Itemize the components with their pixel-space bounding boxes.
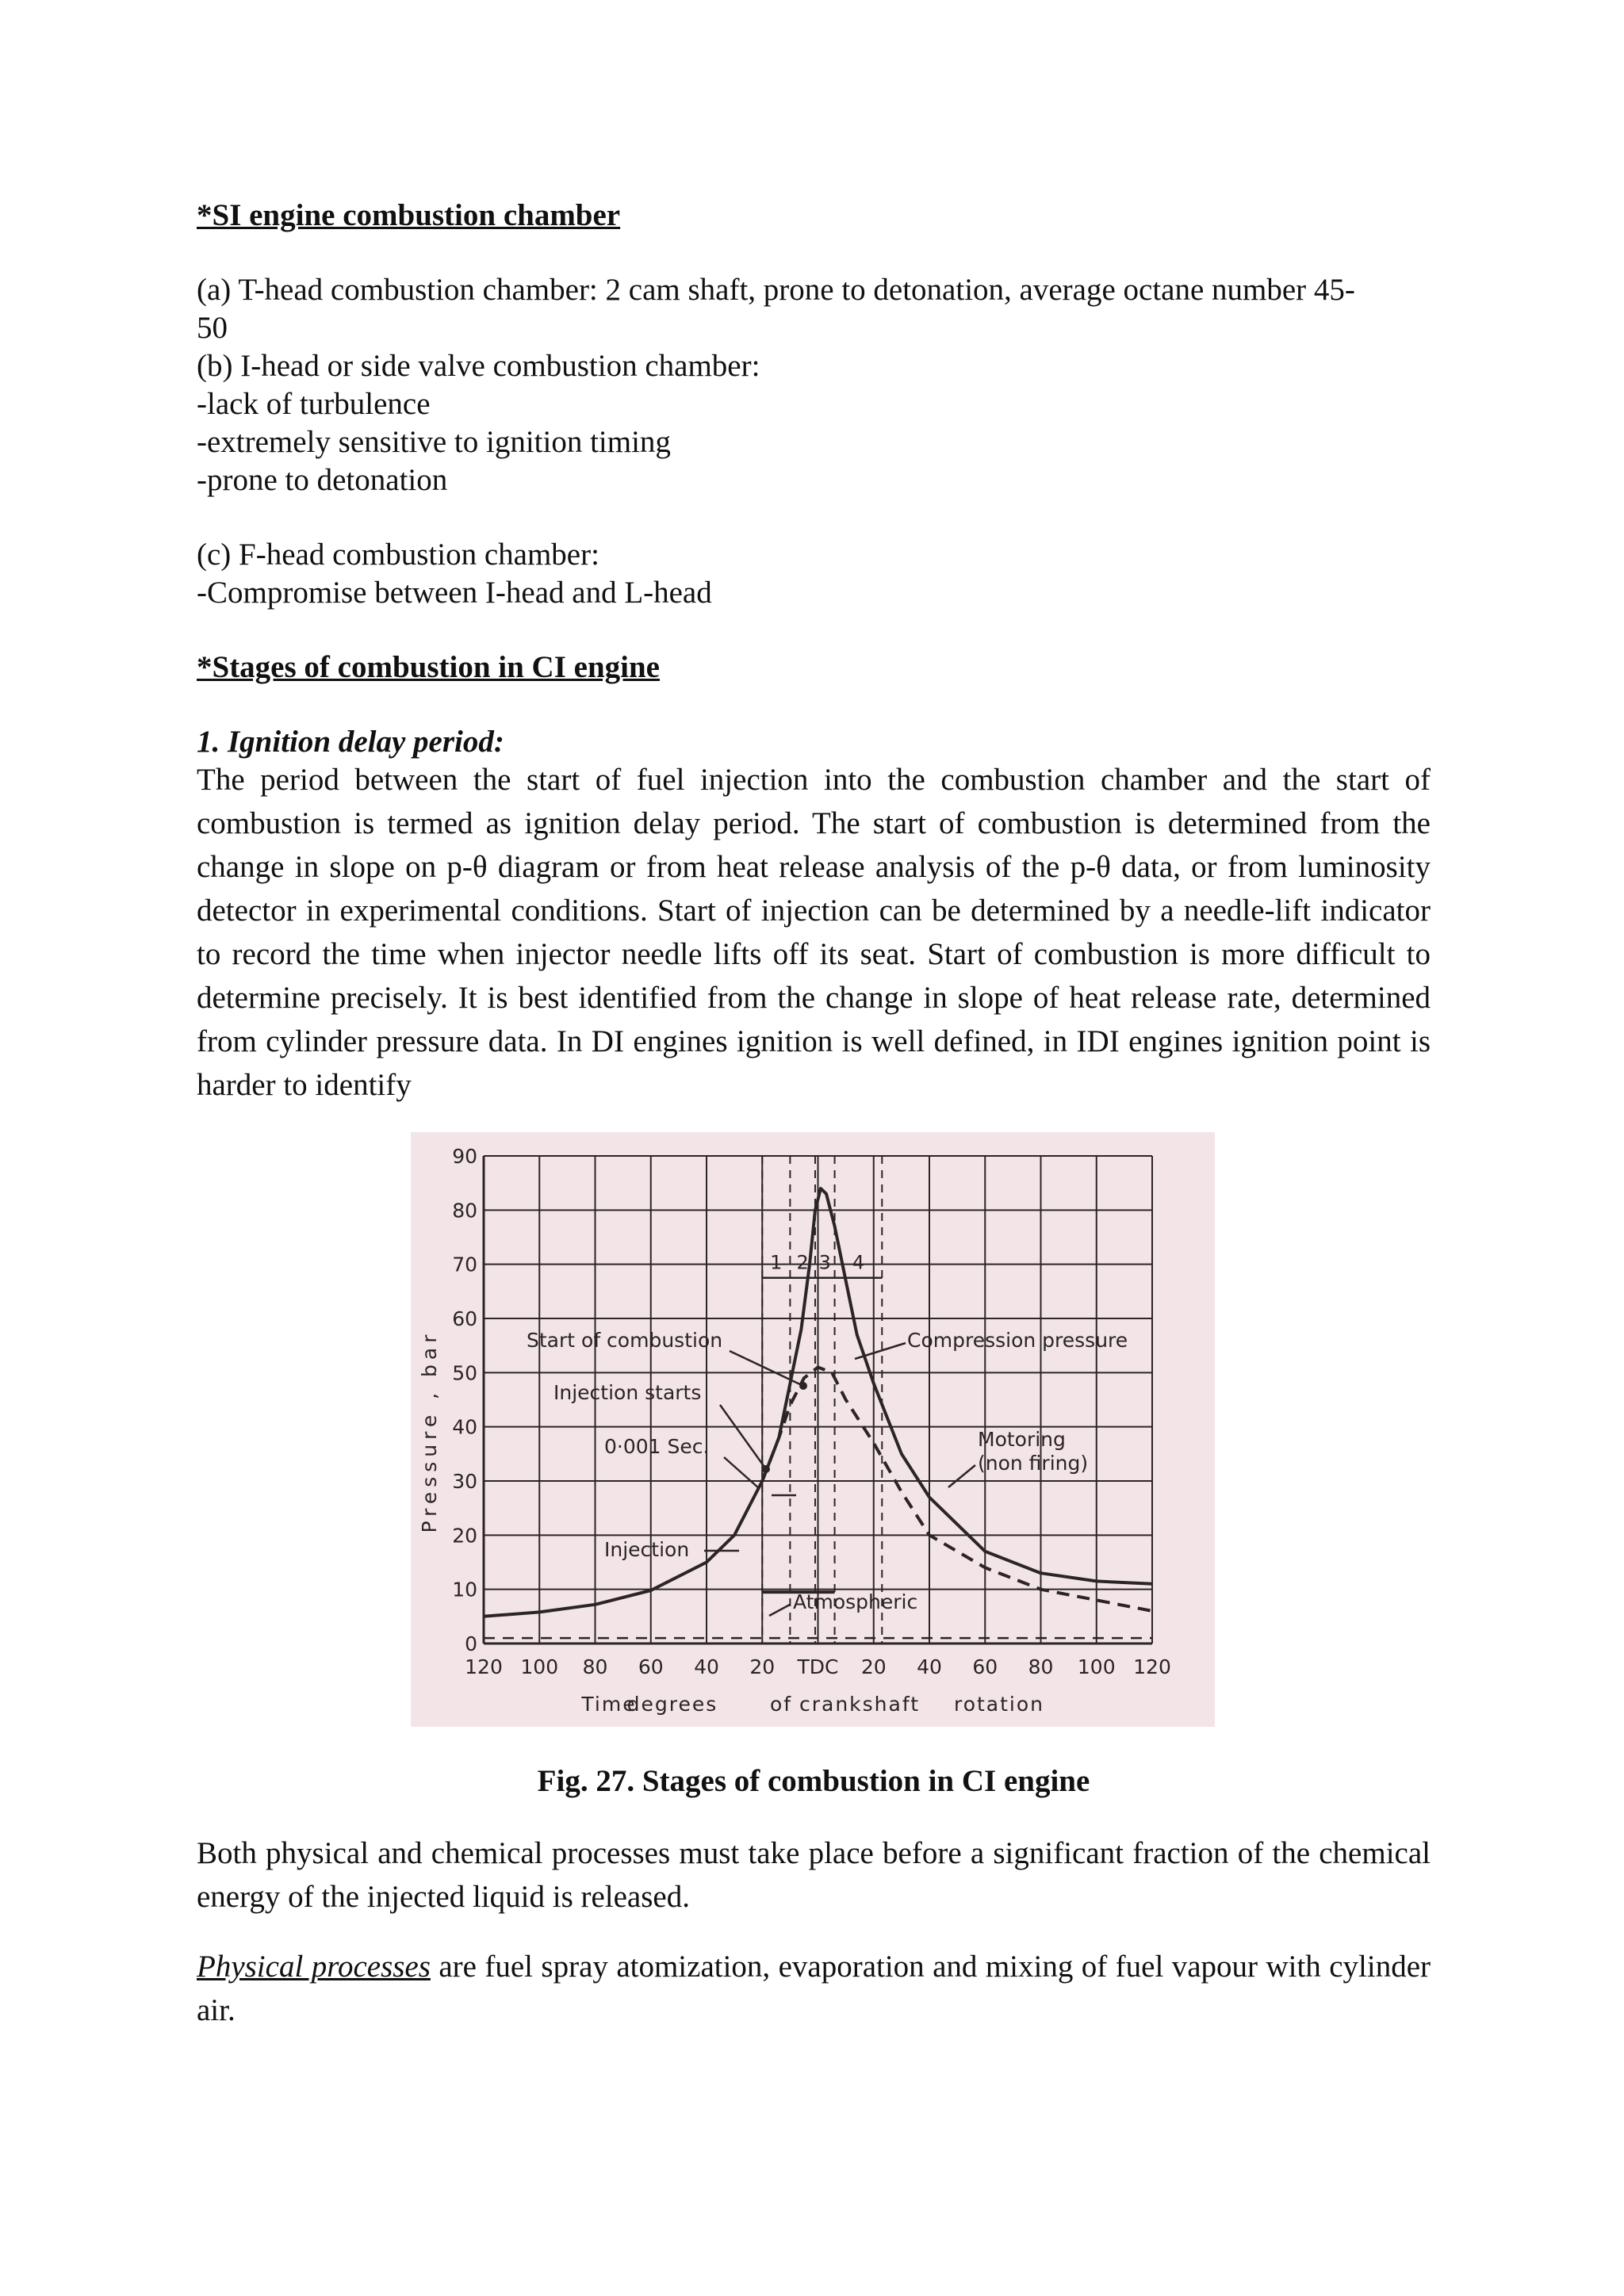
y-tick-label: 90 <box>452 1145 477 1168</box>
combustion-figure <box>411 1132 1215 1727</box>
y-tick-label: 20 <box>452 1524 477 1548</box>
physical-processes-term: Physical processes <box>197 1950 431 1984</box>
injection-starts-label: Injection starts <box>553 1381 702 1404</box>
x-tick-label: 20 <box>860 1655 887 1678</box>
i-head-point: -prone to detonation <box>197 463 448 497</box>
i-head-line: (b) I-head or side valve combustion chamber: <box>197 349 760 383</box>
t-head-line-1: (a) T-head combustion chamber: 2 cam shaft, prone to detonation, average octane number 45- <box>197 273 1355 307</box>
figure-caption: Fig. 27. Stages of combustion in CI engine <box>537 1764 1090 1798</box>
motoring-pressure-line <box>762 1368 1152 1612</box>
x-tick-label: 60 <box>638 1655 664 1678</box>
x-axis-title-word: crankshaft <box>799 1693 921 1716</box>
y-tick-label: 0 <box>465 1632 477 1655</box>
y-axis-title: Pressure , bar <box>418 1330 441 1533</box>
y-tick-label: 30 <box>452 1470 477 1493</box>
x-tick-label: 20 <box>749 1655 776 1678</box>
stage-label: 1 <box>770 1251 783 1274</box>
compression-pressure-label: Compression pressure <box>907 1329 1128 1352</box>
atmospheric-pointer <box>769 1605 790 1616</box>
y-tick-label: 80 <box>452 1199 477 1223</box>
x-tick-label: TDC <box>797 1655 839 1678</box>
delay-pointer <box>724 1457 760 1489</box>
x-tick-label: 80 <box>1028 1655 1054 1678</box>
physical-processes-rest: are fuel spray atomization, evaporation and mixing of fuel vapour with cylinder air. <box>197 1950 1431 2027</box>
y-tick-label: 10 <box>452 1578 477 1601</box>
stage-label: 2 <box>796 1251 809 1274</box>
x-tick-label: 100 <box>520 1655 559 1678</box>
x-axis-title-word: degrees <box>626 1693 718 1716</box>
y-tick-label: 60 <box>452 1307 477 1330</box>
combustion-chart <box>411 1132 1215 1727</box>
x-tick-label: 120 <box>1133 1655 1171 1678</box>
x-axis-title-word: Time <box>581 1693 637 1716</box>
motoring-pointer <box>948 1465 975 1487</box>
ignition-delay-paragraph: The period between the start of fuel injection into the combustion chamber and the start of combustion is termed as ignition delay period. The start of combustion is determined from the change in slope on p-θ diagram or from heat release analysis of the p-θ data, or from luminosity detector in experimental conditions. Start of injection can be determined by a needle-lift indicator to record the time when injector needle lifts off its seat. Start of combustion is more difficult to determine precisely. It is best identified from the change in slope of heat release rate, determined from cylinder pressure data. In DI engines ignition is well defined, in IDI engines ignition point is harder to identify <box>197 763 1431 1102</box>
si-heading: *SI engine combustion chamber <box>197 198 621 232</box>
x-tick-label: 80 <box>582 1655 608 1678</box>
y-tick-label: 40 <box>452 1415 477 1439</box>
t-head-line-2: 50 <box>197 311 228 345</box>
ignition-delay-heading: 1. Ignition delay period: <box>197 725 504 759</box>
processes-paragraph: Both physical and chemical processes must take place before a significant fraction of the chemical energy of the injected liquid is released. <box>197 1836 1431 1914</box>
f-head-line: (c) F-head combustion chamber: <box>197 538 599 572</box>
x-axis-title-word: of <box>769 1693 793 1716</box>
start-of-combustion-label: Start of combustion <box>527 1329 723 1352</box>
x-tick-label: 60 <box>972 1655 998 1678</box>
atmospheric-label: Atmospheric <box>793 1590 918 1613</box>
stage-label: 3 <box>818 1251 831 1274</box>
delay-label: 0·001 Sec. <box>604 1435 710 1458</box>
chart-stage-markers <box>762 1156 882 1644</box>
i-head-point: -extremely sensitive to ignition timing <box>197 425 671 459</box>
x-tick-label: 40 <box>917 1655 942 1678</box>
non-firing-label: (non firing) <box>978 1452 1089 1475</box>
ci-heading: *Stages of combustion in CI engine <box>197 650 660 684</box>
injection-starts-point <box>762 1465 770 1473</box>
physical-processes-paragraph <box>197 1945 1431 2032</box>
y-tick-label: 70 <box>452 1253 477 1276</box>
start-of-combustion-point <box>799 1382 807 1390</box>
x-tick-label: 40 <box>694 1655 719 1678</box>
y-tick-label: 50 <box>452 1361 477 1385</box>
x-axis-title-word: rotation <box>953 1693 1045 1716</box>
f-head-point: -Compromise between I-head and L-head <box>197 576 712 610</box>
x-tick-label: 120 <box>465 1655 503 1678</box>
injection-label: Injection <box>604 1538 690 1561</box>
motoring-label: Motoring <box>978 1428 1066 1451</box>
stage-label: 4 <box>852 1251 865 1274</box>
x-tick-label: 100 <box>1077 1655 1116 1678</box>
i-head-point: -lack of turbulence <box>197 387 431 421</box>
